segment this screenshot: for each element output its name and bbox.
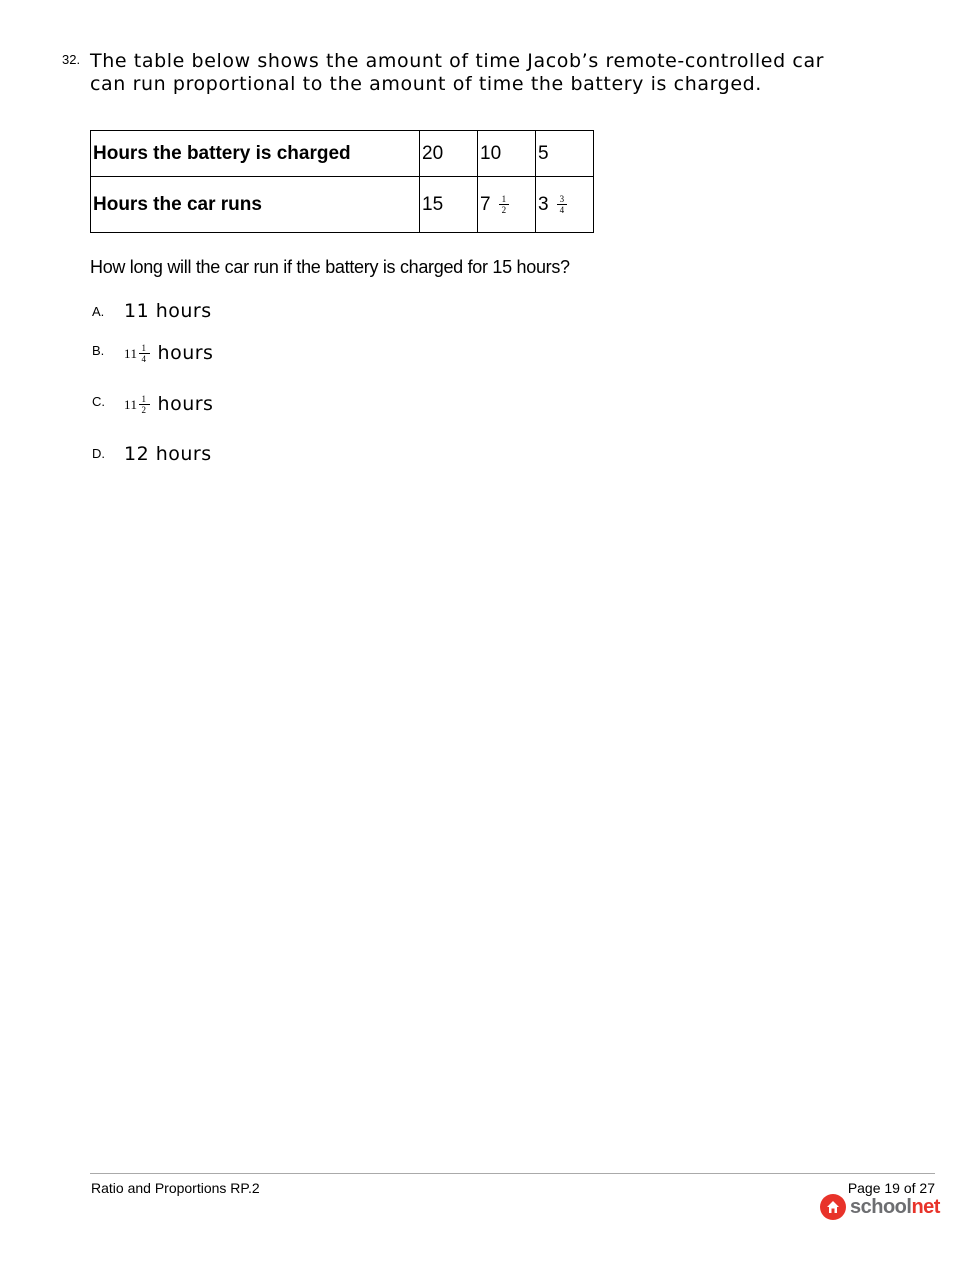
- fraction-denominator: 2: [139, 404, 150, 415]
- cell-whole: 20: [422, 142, 444, 164]
- option-d-letter: D.: [92, 446, 105, 461]
- fraction-denominator: 2: [499, 204, 510, 215]
- schoolnet-logo: [820, 1194, 940, 1220]
- fraction-numerator: 1: [141, 394, 147, 404]
- fraction-numerator: 1: [141, 343, 147, 353]
- logo-text: [850, 1196, 940, 1219]
- question-prompt: How long will the car run if the battery is charged for 15 hours?: [90, 257, 570, 277]
- mixed-whole: 11: [124, 396, 138, 412]
- row-header: Hours the battery is charged: [91, 131, 420, 177]
- cell-whole: 7: [480, 193, 491, 215]
- table-row: [91, 177, 594, 233]
- fraction: [499, 194, 510, 215]
- option-d-text[interactable]: 12 hours: [124, 443, 212, 465]
- mixed-number: [124, 343, 150, 364]
- data-table: [90, 130, 594, 233]
- option-b-letter: B.: [92, 343, 105, 358]
- option-unit: hours: [157, 393, 214, 415]
- table-cell: [478, 131, 536, 177]
- fraction: [139, 343, 150, 364]
- option-a-letter: A.: [92, 304, 105, 319]
- cell-whole: 10: [480, 142, 502, 164]
- stem-line-1: The table below shows the amount of time Jacob’s remote-controlled car: [90, 50, 825, 72]
- fraction-denominator: 4: [557, 204, 568, 215]
- cell-whole: 15: [422, 193, 444, 215]
- table-cell: [478, 177, 536, 233]
- table-cell: [536, 131, 594, 177]
- page-number: Page 19 of 27: [847, 1180, 935, 1196]
- house-icon: [820, 1194, 846, 1220]
- option-c-letter: C.: [92, 394, 105, 409]
- row-header: Hours the car runs: [91, 177, 420, 233]
- option-unit: hours: [157, 342, 214, 364]
- table-cell: [420, 177, 478, 233]
- logo-text-school: school: [850, 1195, 912, 1218]
- mixed-number: [124, 394, 150, 415]
- table-row: [91, 131, 594, 177]
- option-b-text[interactable]: [124, 342, 213, 364]
- option-a-text[interactable]: 11 hours: [124, 300, 212, 322]
- fraction: [557, 194, 568, 215]
- logo-text-net: net: [911, 1195, 940, 1218]
- cell-whole: 3: [538, 193, 549, 215]
- fraction-denominator: 4: [139, 353, 150, 364]
- footer-divider: [90, 1173, 935, 1174]
- cell-whole: 5: [538, 142, 549, 164]
- footer-title: Ratio and Proportions RP.2: [91, 1180, 260, 1196]
- fraction: [139, 394, 150, 415]
- question-number: 32.: [62, 52, 81, 67]
- option-c-text[interactable]: [124, 393, 213, 415]
- question-stem: [90, 50, 824, 96]
- table-cell: [420, 131, 478, 177]
- table-cell: [536, 177, 594, 233]
- stem-line-2: can run proportional to the amount of time the battery is charged.: [90, 73, 762, 95]
- fraction-numerator: 3: [559, 193, 565, 204]
- mixed-whole: 11: [124, 345, 138, 361]
- fraction-numerator: 1: [501, 193, 507, 204]
